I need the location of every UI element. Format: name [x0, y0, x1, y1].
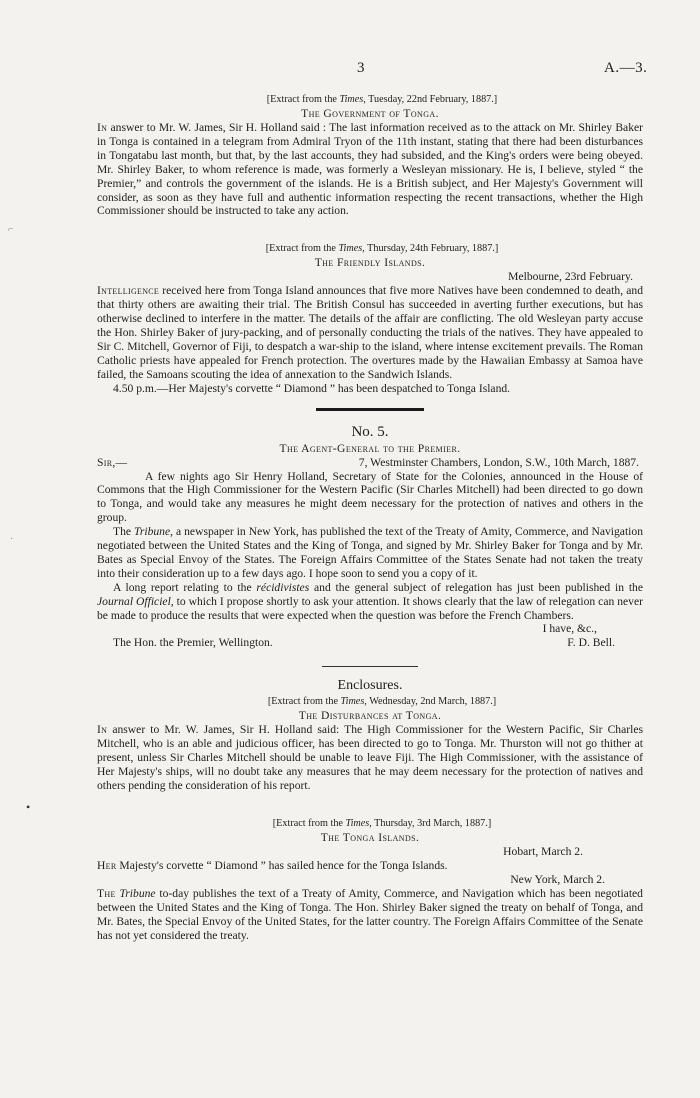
dateline: Melbourne, 23rd February. — [508, 270, 633, 284]
extract-body: Her Majesty's corvette “ Diamond ” has sailed hence for the Tonga Islands. — [97, 858, 448, 872]
enclosures — [97, 677, 643, 942]
section-rule — [322, 666, 418, 667]
extract-source: [Extract from the Times, Thursday, 24th February, 1887.] — [265, 243, 499, 255]
letter-addressee: The Hon. the Premier, Wellington. — [113, 636, 273, 650]
letter-no-5 — [97, 423, 643, 651]
page-content — [97, 93, 643, 942]
letter-address-row — [97, 456, 643, 470]
letter-signature: F. D. Bell. — [567, 636, 615, 650]
letter-paragraph: A few nights ago Sir Henry Holland, Secretary of State for the Colonies, announced in the House of Commons that the High Commissioner for the Western Pacific (Sir Charles Mitchell) had been directed to go down to Tonga, and would take any measures he might deem necessary for the protection of natives and others in the group. — [97, 469, 643, 525]
extract-body: In answer to Mr. W. James, Sir H. Holland said: The High Commissioner for the Western Pacific, Sir Charles Mitchell, who is an able and judicious officer, has been directed to go to Tonga. Mr. Thurston will not go thither at present, unless Sir Charles Mitchell should be unable to leave Fiji. The High Commissioner, with the assistance of Her Majesty's ships, will no doubt take any measures that he may deem necessary for the protection of natives and others pending the consideration of his report. — [97, 723, 643, 792]
extract-source: [Extract from the Times, Thursday, 3rd March, 1887.] — [272, 817, 492, 829]
page-number: 3 — [357, 60, 365, 76]
sender-address: 7, Westminster Chambers, London, S.W., 10th March, 1887. — [358, 455, 639, 469]
dateline: Hobart, March 2. — [503, 844, 583, 858]
extract-heading: The Disturbances at Tonga. — [298, 709, 442, 723]
letter-paragraph: The Tribune, a newspaper in New York, has published the text of the Treaty of Amity, Commerce, and Navigation negotiated between the United States and the King of Tonga, and signed by Mr. Shirley Baker for Tonga and by Mr. Bates as Special Envoy of the States. The Foreign Affairs Committee of the States Senate had not taken the treaty into their consideration up to a few days ago. I hope soon to send you a copy of it. — [97, 525, 643, 580]
letter-closing: I have, &c., — [542, 622, 597, 636]
enclosures-title: Enclosures. — [337, 678, 403, 694]
dateline: New York, March 2. — [510, 872, 605, 886]
extract-heading: The Government of Tonga. — [301, 107, 439, 120]
extract-source: [Extract from the Times, Wednesday, 2nd March, 1887.] — [267, 696, 497, 708]
page-reference: A.—3. — [604, 60, 648, 76]
extract-heading: The Tonga Islands. — [320, 830, 420, 844]
extract-friendly-islands — [97, 242, 643, 395]
letter-number: No. 5. — [351, 423, 389, 440]
extract-body: In answer to Mr. W. James, Sir H. Holland said : The last information received as to the attack on Mr. Shirley Baker in Tonga is contained in a telegram from Admiral Tryon of the 11th instant, stating that there had been disturbances in Tongatabu last month, but that, by the last accounts, they had subsided, and the King's orders were being obeyed. Mr. Shirley Baker, to whom reference is made, was formerly a Wesleyan missionary. He is, I believe, styled “ the Premier,” and controls the government of the islands. He is a British subject, and Her Majesty's Government will consider, as soon as they have full and authentic information respecting the recent transactions, whether the High Commissioner should be instructed to take any action. — [97, 121, 643, 218]
extract-body: Intelligence received here from Tonga Island announces that five more Natives have been condemned to death, and that thirty others are awaiting their trial. The British Consul has succeeded in averting further executions, but has otherwise declined to interfere in the matter. The details of the affair are conflicting. The old Wesleyan party accuse the Hon. Shirley Baker of jury-packing, and of personally conducting the trials of the natives. They have appealed to Sir C. Mitchell, Governor of Fiji, to despatch a war-ship to the island, where intense excitement prevails. The Roman Catholic priests have appealed for French protection. The overtures made by the Hawaiian Embassy at Samoa have failed, the Samoans scouting the idea of annexation to the Sandwich Islands. — [97, 284, 643, 381]
margin-mark: ⌐ — [8, 224, 14, 235]
signature-row — [97, 636, 643, 650]
margin-mark: · — [10, 534, 14, 545]
letter-title: The Agent-General to the Premier. — [279, 441, 461, 455]
extract-source: [Extract from the Times, Tuesday, 22nd February, 1887.] — [266, 94, 498, 105]
margin-dot: • — [26, 800, 31, 814]
letter-paragraph: A long report relating to the récidivistes and the general subject of relegation has just been published in the Journal Officiel, to which I propose shortly to ask your attention. It shows clearly that the law of relegation can never be made to produce the results that were expected when the question was before the French Chambers. — [97, 580, 643, 622]
extract-heading: The Friendly Islands. — [314, 256, 426, 270]
section-rule — [316, 408, 424, 411]
extract-government-of-tonga — [97, 93, 643, 218]
extract-body: The Tribune to-day publishes the text of a Treaty of Amity, Commerce, and Navigation which has been negotiated between the United States and the King of Tonga. The Hon. Shirley Baker signed the treaty on behalf of Tonga, and Mr. Bates, the Special Envoy of the United States, for the latter country. The Foreign Affairs Committee of the Senate has not yet considered the treaty. — [97, 886, 643, 942]
salutation: Sir,— — [97, 455, 128, 469]
extract-postscript: 4.50 p.m.—Her Majesty's corvette “ Diamond ” has been despatched to Tonga Island. — [113, 381, 511, 395]
